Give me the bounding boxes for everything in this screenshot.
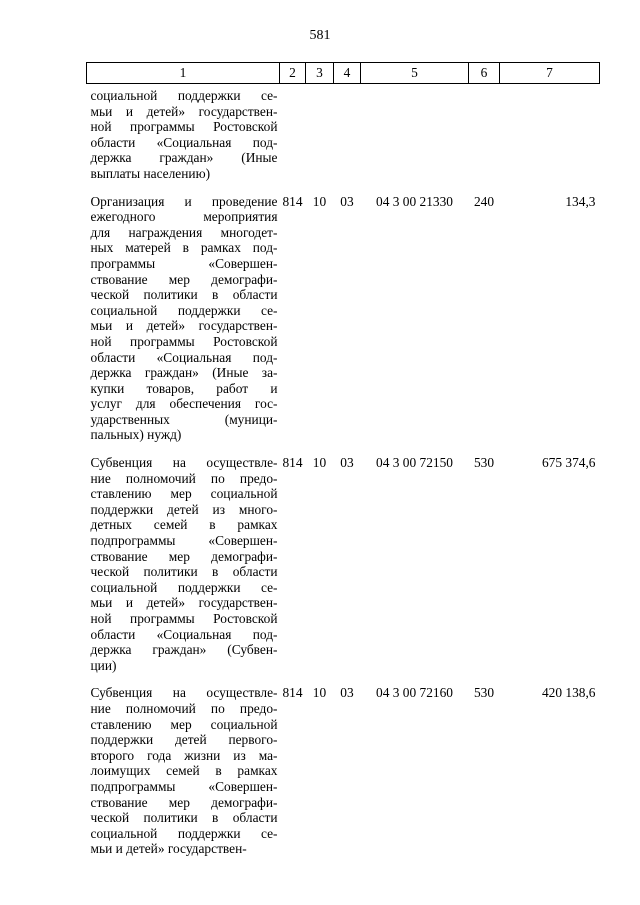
column-header-3: 3 bbox=[306, 63, 334, 84]
description-line: ческой политики в области bbox=[90, 564, 278, 580]
column-header-1: 1 bbox=[87, 63, 280, 84]
description-line: ческой политики в области bbox=[90, 287, 278, 303]
ministry-code: 814 bbox=[282, 193, 303, 209]
description-line: ной программы Ростовской bbox=[90, 333, 278, 349]
description-line: ствование мер демографи- bbox=[90, 271, 278, 287]
column-header-2: 2 bbox=[280, 63, 306, 84]
table-row bbox=[87, 685, 600, 869]
description-line: купки товаров, работ и bbox=[90, 380, 278, 396]
description-line: ствование мер демографи- bbox=[90, 794, 278, 810]
description-line: ударственных (муници- bbox=[90, 411, 278, 427]
amount-value bbox=[500, 84, 600, 194]
description-line: ной программы Ростовской bbox=[90, 611, 278, 626]
row-description bbox=[87, 84, 280, 194]
ministry-code: 814 bbox=[282, 455, 303, 471]
table-row bbox=[87, 194, 600, 456]
description-line: подпрограммы «Совершен- bbox=[90, 533, 278, 549]
description-line: держка граждан» (Иные bbox=[90, 150, 278, 166]
page-number: 581 bbox=[309, 28, 331, 43]
description-line: пальных) нужд) bbox=[90, 427, 182, 443]
subsection-code: 03 bbox=[340, 685, 354, 701]
description-line: ческой политики в области bbox=[90, 810, 278, 826]
subsection-code: 03 bbox=[340, 193, 354, 209]
target-article-code: 04 3 00 21330 bbox=[376, 193, 453, 209]
description-line: ствование мер демографи- bbox=[90, 548, 278, 564]
column-header-7: 7 bbox=[500, 63, 600, 84]
description-line: лоимущих семей в рамках bbox=[90, 763, 278, 779]
description-line: для награждения многодет- bbox=[90, 224, 278, 240]
description-line: ние полномочий по предо- bbox=[90, 470, 278, 486]
description-line: области «Социальная под- bbox=[90, 349, 278, 365]
expense-type-code: 530 bbox=[473, 685, 495, 701]
section-code bbox=[306, 84, 334, 194]
row-description bbox=[87, 194, 280, 456]
amount-value: 420 138,6 bbox=[541, 685, 596, 701]
description-line: программы «Совершен- bbox=[90, 255, 278, 271]
amount-value: 134,3 bbox=[565, 193, 596, 209]
description-line: выплаты населению) bbox=[90, 165, 211, 181]
expense-type-code: 240 bbox=[473, 193, 495, 209]
section-code: 10 bbox=[312, 193, 327, 209]
table-row bbox=[87, 84, 600, 194]
description-line: социальной поддержки се- bbox=[90, 825, 278, 841]
description-line: поддержки детей первого- bbox=[90, 732, 278, 748]
description-line: мьи и детей» государствен- bbox=[90, 318, 278, 334]
description-line: ставлению мер социальной bbox=[90, 486, 278, 502]
description-line: поддержки детей из много- bbox=[90, 501, 278, 517]
description-line: области «Социальная под- bbox=[90, 626, 278, 642]
description-line: ных матерей в рамках под- bbox=[90, 240, 278, 256]
column-header-5: 5 bbox=[361, 63, 469, 84]
description-line: держка граждан» (Субвен- bbox=[90, 642, 278, 658]
description-line: ной программы Ростовской bbox=[90, 119, 278, 135]
column-header-6: 6 bbox=[469, 63, 500, 84]
expense-type-code: 530 bbox=[473, 455, 495, 471]
description-line: Организация и проведение bbox=[90, 193, 278, 209]
description-line: социальной поддержки се- bbox=[90, 579, 278, 595]
target-article-code: 04 3 00 72160 bbox=[376, 685, 453, 701]
description-line: ежегодного мероприятия bbox=[90, 209, 278, 225]
description-line: социальной поддержки се- bbox=[90, 302, 278, 318]
description-line: социальной поддержки се- bbox=[90, 88, 278, 103]
description-line: второго года жизни из ма- bbox=[90, 747, 278, 763]
description-line: Субвенция на осуществле- bbox=[90, 455, 278, 471]
description-line: ние полномочий по предо- bbox=[90, 700, 278, 716]
description-line: Субвенция на осуществле- bbox=[90, 685, 278, 701]
description-line: ставлению мер социальной bbox=[90, 716, 278, 732]
table-header-row bbox=[87, 63, 600, 84]
column-header-4: 4 bbox=[334, 63, 361, 84]
subsection-code: 03 bbox=[340, 455, 354, 471]
description-line: ции) bbox=[90, 657, 117, 673]
target-article-code bbox=[361, 84, 469, 194]
amount-value: 675 374,6 bbox=[541, 455, 596, 471]
description-line: мьи и детей» государствен- bbox=[90, 841, 247, 857]
row-description bbox=[87, 685, 280, 869]
ministry-code: 814 bbox=[282, 685, 303, 701]
budget-table bbox=[86, 62, 600, 869]
description-line: держка граждан» (Иные за- bbox=[90, 365, 278, 381]
description-line: мьи и детей» государствен- bbox=[90, 595, 278, 611]
description-line: услуг для обеспечения гос- bbox=[90, 396, 278, 412]
section-code: 10 bbox=[312, 455, 327, 471]
table-row bbox=[87, 455, 600, 685]
table-body bbox=[87, 84, 600, 869]
description-line: подпрограммы «Совершен- bbox=[90, 778, 278, 794]
ministry-code bbox=[280, 84, 306, 194]
expense-type-code bbox=[469, 84, 500, 194]
target-article-code: 04 3 00 72150 bbox=[376, 455, 453, 471]
description-line: области «Социальная под- bbox=[90, 134, 278, 150]
section-code: 10 bbox=[312, 685, 327, 701]
subsection-code bbox=[334, 84, 361, 194]
description-line: детных семей в рамках bbox=[90, 517, 278, 533]
row-description bbox=[87, 455, 280, 685]
description-line: мьи и детей» государствен- bbox=[90, 103, 278, 119]
